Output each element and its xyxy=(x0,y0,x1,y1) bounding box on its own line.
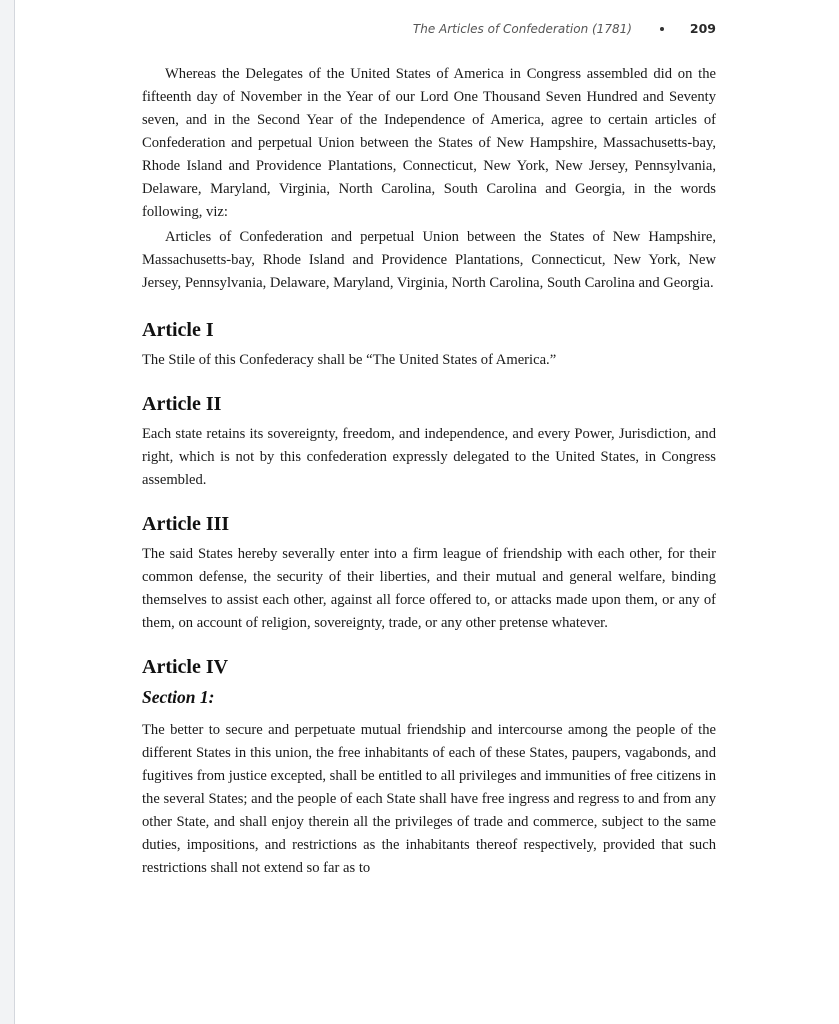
viewer-left-edge xyxy=(0,0,15,1024)
article-heading: Article IV xyxy=(142,656,229,678)
article-heading: Article III xyxy=(142,513,230,535)
running-head xyxy=(413,21,716,36)
preamble-paragraph: Articles of Confederation and perpetual Union between the States of New Hampshire, Massachusetts-bay, Rhode Island and Providence Plantations, Connecticut, New York, New Jersey, Pennsylvania, Delaware, Maryland, Virginia, North Carolina, South Carolina and Georgia. xyxy=(142,229,716,291)
preamble-paragraph: Whereas the Delegates of the United States of America in Congress assembled did on the fifteenth day of November in the Year of our Lord One Thousand Seven Hundred and Seventy seven, and in the Second Year of the Independence of America, agree to certain articles of Confederation and perpetual Union between the States of New Hampshire, Massachusetts-bay, Rhode Island and Providence Plantations, Connecticut, New York, New Jersey, Pennsylvania, Delaware, Maryland, Virginia, North Carolina, South Carolina and Georgia, in the words following, viz: xyxy=(142,66,716,220)
page-number: 209 xyxy=(689,21,716,36)
article-heading: Article I xyxy=(142,319,214,341)
document-page xyxy=(15,0,839,1024)
article-text: The Stile of this Confederacy shall be “The United States of America.” xyxy=(142,352,557,368)
article-text: The said States hereby severally enter into a firm league of friendship with each other, for their common defense, the security of their liberties, and their mutual and general welfare, binding themselves to assist each other, against all force offered to, or attacks made upon them, or any of them, on account of religion, sovereignty, trade, or any other pretense whatever. xyxy=(142,546,716,631)
page-body xyxy=(142,63,716,880)
running-head-title: The Articles of Confederation (1781) xyxy=(412,21,632,36)
section-heading: Section 1: xyxy=(142,687,215,707)
article-text: The better to secure and perpetuate mutual friendship and intercourse among the people of the different States in this union, the free inhabitants of each of these States, paupers, vagabonds, and fugitives from justice excepted, shall be entitled to all privileges and immunities of free citizens in the several States; and the people of each State shall have free ingress and regress to and from any other State, and shall enjoy therein all the privileges of trade and commerce, subject to the same duties, impositions, and restrictions as the inhabitants thereof respectively, provided that such restrictions shall not extend so far as to xyxy=(142,722,716,876)
article-text: Each state retains its sovereignty, freedom, and independence, and every Power, Jurisdiction, and right, which is not by this confederation expressly delegated to the United States, in Congress assembled. xyxy=(142,426,716,488)
bullet-separator-icon xyxy=(660,27,664,31)
article-heading: Article II xyxy=(142,393,222,415)
